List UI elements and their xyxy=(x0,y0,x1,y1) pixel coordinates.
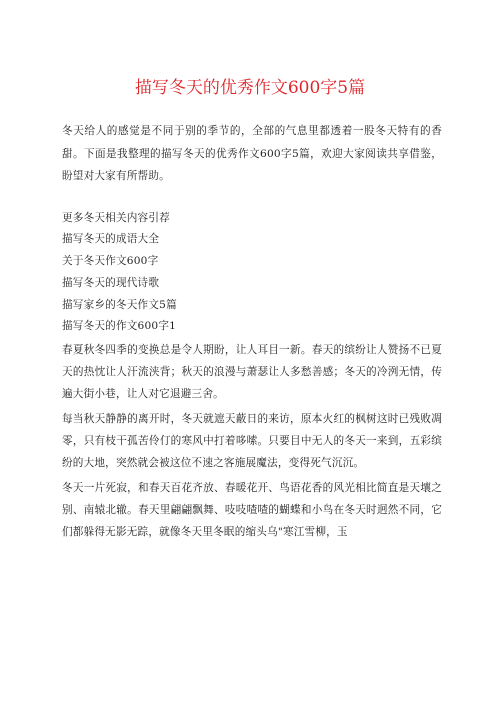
list-item: 描写家乡的冬天作文5篇 xyxy=(62,298,177,311)
essay-body xyxy=(62,339,442,543)
related-links-list xyxy=(62,208,442,339)
list-item: 关于冬天作文600字 xyxy=(62,255,159,268)
list-item: 描写冬天的现代诗歌 xyxy=(62,276,160,289)
list-item: 更多冬天相关内容引荐 xyxy=(62,211,170,224)
body-paragraph: 春夏秋冬四季的变换总是令人期盼，让人耳目一新。春天的缤纷让人赞扬不已夏天的热忱让人汗流浃背；秋天的浪漫与萧瑟让人多愁善感；冬天的冷洌无情，传遍大街小巷，让人对它退避三舍。 xyxy=(62,344,442,401)
body-paragraph: 每当秋天静静的离开时，冬天就遮天蔽日的来访，原本火红的枫树这时已残败凋零，只有枝干孤苦伶仃的寒风中打着哆嗦。只要目中无人的冬天一来到，五彩缤纷的大地，突然就会被这位不速之客施展魔法，变得死气沉沉。 xyxy=(62,413,442,470)
document-body xyxy=(62,120,442,546)
list-item: 描写冬天的成语大全 xyxy=(62,233,160,246)
body-paragraph: 冬天一片死寂，和春天百花齐放、春暖花开、鸟语花香的风光相比简直是天壤之别、南辕北辙。春天里翩翩飘舞、吱吱喳喳的蝴蝶和小鸟在冬天时迥然不同，它们都躲得无影无踪，就像冬天里冬眠的缩头乌"寒江雪柳，玉 xyxy=(62,482,442,539)
intro-paragraph: 冬天给人的感觉是不同于别的季节的，全部的气息里都透着一股冬天特有的香甜。下面是我整理的描写冬天的优秀作文600字5篇，欢迎大家阅读共享借鉴，盼望对大家有所帮助。 xyxy=(62,125,442,182)
document-title: 描写冬天的优秀作文600字5篇 xyxy=(134,78,366,98)
list-item: 描写冬天的作文600字1 xyxy=(62,320,177,333)
